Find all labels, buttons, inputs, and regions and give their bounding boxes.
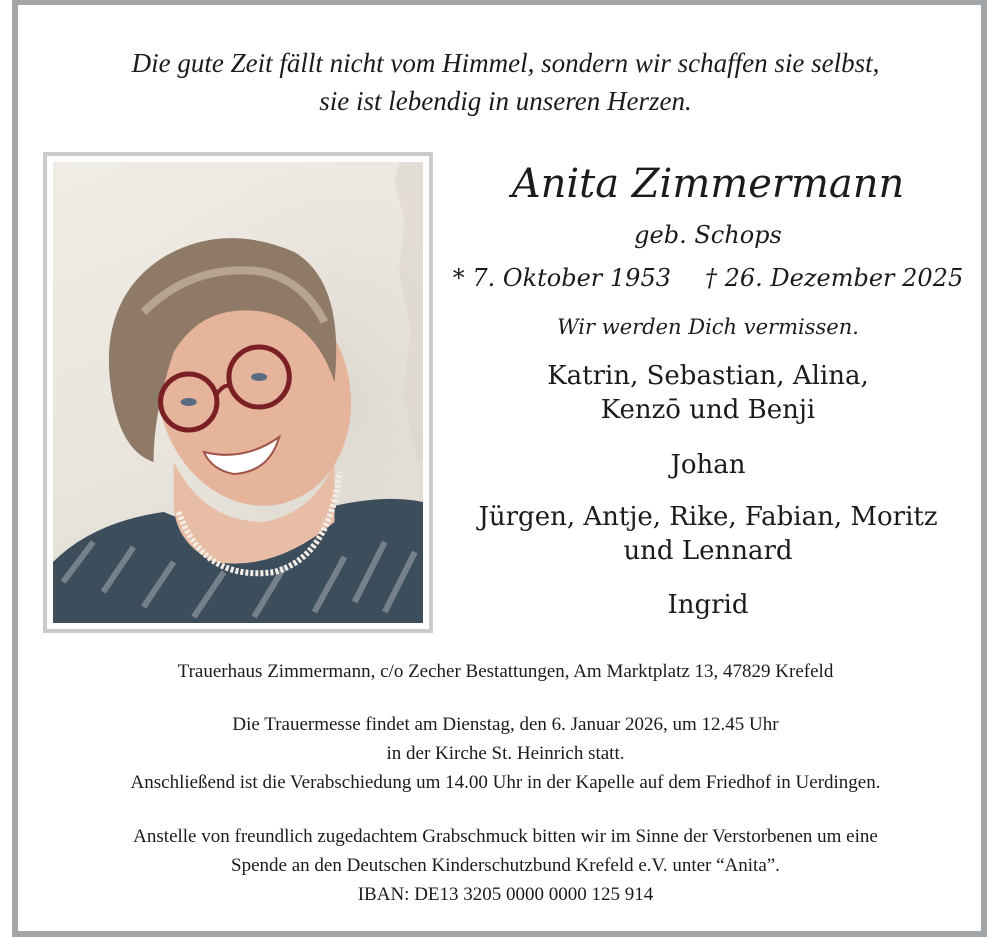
donation-request — [18, 822, 993, 909]
mourner-line: Johan — [670, 450, 746, 480]
mourner-group — [448, 500, 968, 568]
iban: IBAN: DE13 3205 0000 0000 125 914 — [357, 884, 654, 905]
obituary-card — [12, 0, 987, 937]
motto-line-1: Die gute Zeit fällt nicht vom Himmel, sondern wir schaffen sie selbst, — [131, 48, 880, 78]
deceased-name: Anita Zimmermann — [511, 161, 905, 207]
mourner-line: Kenzō und Benji — [600, 395, 816, 425]
donation-line-2: Spende an den Deutschen Kinderschutzbund Krefeld e.V. unter “Anita”. — [231, 855, 780, 876]
life-dates — [448, 261, 968, 295]
mourner-group — [448, 588, 968, 622]
portrait-illustration — [53, 162, 423, 623]
birth-date: * 7. Oktober 1953 — [452, 264, 671, 292]
mourner-group — [448, 359, 968, 427]
donation-line-1: Anstelle von freundlich zugedachtem Grabschmuck bitten wir im Sinne der Verstorbenen um eine — [133, 826, 878, 847]
mourner-line: und Lennard — [623, 536, 793, 566]
mourning-house-address: Trauerhaus Zimmermann, c/o Zecher Bestattungen, Am Marktplatz 13, 47829 Krefeld — [177, 661, 834, 682]
mourner-line: Ingrid — [667, 590, 749, 620]
service-line-2: in der Kirche St. Heinrich statt. — [386, 743, 625, 764]
farewell-line: Wir werden Dich vermissen. — [557, 315, 859, 339]
service-line-1: Die Trauermesse findet am Dienstag, den 6. Januar 2026, um 12.45 Uhr — [232, 714, 779, 735]
funeral-service-info — [18, 710, 993, 797]
portrait-photo — [53, 162, 423, 623]
photo-mat — [47, 156, 429, 629]
maiden-name: geb. Schops — [634, 221, 782, 249]
mourner-group — [448, 448, 968, 482]
photo-frame — [43, 152, 433, 633]
motto-quote — [18, 44, 993, 120]
service-line-3: Anschließend ist die Verabschiedung um 14.00 Uhr in der Kapelle auf dem Friedhof in Uerdingen. — [130, 772, 881, 793]
motto-line-2: sie ist lebendig in unseren Herzen. — [319, 86, 692, 116]
mourner-line: Jürgen, Antje, Rike, Fabian, Moritz — [478, 502, 938, 532]
mourner-line: Katrin, Sebastian, Alina, — [547, 361, 869, 391]
death-date: † 26. Dezember 2025 — [704, 264, 964, 292]
